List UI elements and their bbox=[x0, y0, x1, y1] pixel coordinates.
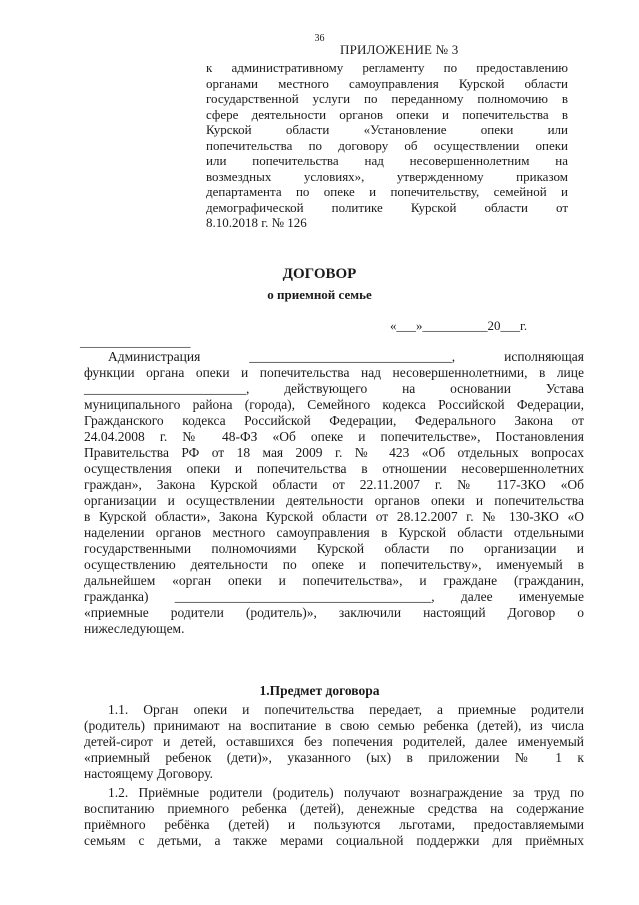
annex-line: к административному регламенту по предоставлению bbox=[206, 60, 568, 75]
text-line: граждан», Закона Курской области от 22.11.2007 г. № 117-ЗКО «Об bbox=[84, 477, 584, 492]
annex-title: ПРИЛОЖЕНИЕ № 3 bbox=[340, 42, 459, 57]
clause-1-2 bbox=[84, 785, 584, 849]
annex-line: департамента по опеке и попечительству, семейной и bbox=[206, 184, 568, 199]
text-line: осуществления опеки и попечительства в отношении несовершеннолетних bbox=[84, 461, 584, 476]
annex-line: Курской области «Установление опеки или bbox=[206, 122, 568, 137]
text-line: настоящему Договору. bbox=[84, 766, 213, 781]
annex-line: сфере деятельности органов опеки и попечительства в bbox=[206, 106, 568, 122]
document-subtitle: о приемной семье bbox=[267, 287, 372, 302]
section-title: 1.Предмет договора bbox=[259, 683, 380, 698]
page-number: 36 bbox=[314, 33, 325, 44]
annex-reference bbox=[206, 60, 568, 231]
text-line: приёмного ребёнка (детей) и пользуются льготами, предоставляемыми bbox=[84, 817, 584, 832]
text-line: Администрация ______________________________, исполняющая bbox=[108, 349, 584, 364]
text-line: государственными полномочиями Курской области по организации и bbox=[84, 541, 584, 556]
text-line: «приемный ребенок (дети)», указанного (ых) в приложении № 1 к bbox=[84, 750, 584, 765]
text-line: в Курской области», Закона Курской области от 28.12.2007 г. № 130-ЗКО «О bbox=[84, 509, 584, 524]
text-line: функции органа опеки и попечительства над несовершеннолетними, в лице bbox=[84, 365, 584, 380]
text-line: гражданка) ______________________________________, далее именуемые bbox=[84, 589, 584, 604]
intro-paragraph bbox=[84, 349, 584, 637]
annex-line: попечительства по договору об осуществлении опеки bbox=[206, 137, 568, 153]
annex-line: демографической политике Курской области от bbox=[206, 199, 568, 215]
text-line: ________________________, действующего на основании Устава bbox=[84, 381, 584, 396]
text-line: 1.1. Орган опеки и попечительства передает, а приемные родители bbox=[108, 702, 584, 717]
text-line: организации и осуществлении деятельности органов опеки и попечительства bbox=[84, 493, 584, 508]
text-line: наделении органов местного самоуправления в Курской области отдельными bbox=[84, 525, 584, 540]
text-line: семьям с детьми, а также мерами социальной поддержки для приёмных bbox=[84, 833, 584, 848]
text-line: 1.2. Приёмные родители (родитель) получают вознаграждение за труд по bbox=[108, 785, 584, 800]
place-blank: _________________ bbox=[80, 334, 191, 349]
text-line: Правительства РФ от 18 мая 2009 г. № 423 «Об отдельных вопросах bbox=[84, 445, 584, 460]
annex-line: возмездных условиях», утвержденному приказом bbox=[206, 168, 568, 184]
annex-line: или попечительства над несовершеннолетним на bbox=[206, 153, 568, 168]
text-line: муниципального района (города), Семейного кодекса Российской Федерации, bbox=[84, 397, 584, 412]
text-line: детей-сирот и детей, оставшихся без попечения родителей, далее именуемый bbox=[84, 734, 584, 749]
text-line: Гражданского кодекса Российской Федерации, Федерального Закона от bbox=[84, 413, 584, 428]
annex-line: 8.10.2018 г. № 126 bbox=[206, 215, 307, 230]
date-line: «___»__________20___г. bbox=[390, 318, 528, 333]
text-line: осуществлению деятельности по опеке и попечительству», именуемый в bbox=[84, 557, 584, 572]
text-line: нижеследующем. bbox=[84, 621, 185, 636]
clause-1-1 bbox=[84, 702, 584, 782]
text-line: воспитанию приемного ребенка (детей), денежные средства на содержание bbox=[84, 801, 584, 816]
text-line: «приемные родители (родитель)», заключили настоящий Договор о bbox=[84, 605, 584, 620]
document-title: ДОГОВОР bbox=[282, 266, 357, 282]
text-line: дальнейшем «орган опеки и попечительства», и граждане (гражданин, bbox=[84, 573, 584, 588]
text-line: (родитель) принимают на воспитание в свою семью ребенка (детей), из числа bbox=[84, 718, 584, 733]
text-line: 24.04.2008 г. № 48-ФЗ «Об опеке и попечительстве», Постановления bbox=[84, 429, 584, 444]
annex-line: органами местного самоуправления Курской области bbox=[206, 75, 568, 91]
annex-line: государственной услуги по переданному полномочию в bbox=[206, 91, 568, 106]
